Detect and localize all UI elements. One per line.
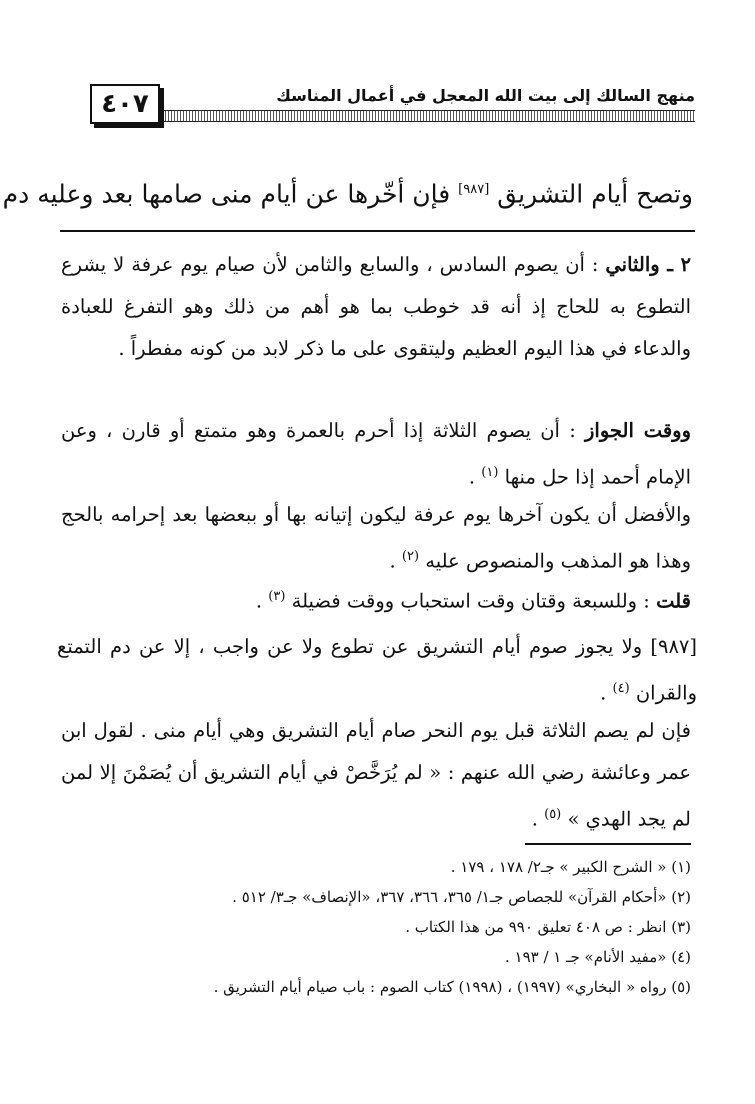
main-text: [2, 170, 693, 214]
footnote: (٢) «أحكام القرآن» للجصاص جـ١/ ٣٦٥، ٣٦٦، ٣٦٧، «الإنصاف» جـ٣/ ٥١٢ .: [232, 888, 691, 906]
paragraph-text: [٩٨٧] ولا يجوز صوم أيام التشريق عن تطوع ولا عن واجب ، إلا عن دم التمتع والقران: [57, 635, 697, 705]
footnote: (٥) رواه « البخاري» (١٩٩٧) ، (١٩٩٨) كتاب الصوم : باب صيام أيام التشريق .: [213, 978, 691, 996]
paragraph-permissible-time: ووقت الجواز : أن يصوم الثلاثة إذا أحرم بالعمرة وهو متمتع أو قارن ، وعن الإمام أحمد إذا حل منها $^{(١)}$ .: [61, 419, 691, 489]
paragraph-text: فإن لم يصم الثلاثة قبل يوم النحر صام أيام التشريق وهي أيام منى . لقول ابن عمر وعائشة رضي الله عنهم : « لم يُرَخَّصْ في أيام التشريق أن يُصَمْنَ إلا لمن لم يجد الهدي »: [61, 719, 691, 831]
paragraph-heading: قلت: [656, 589, 691, 613]
paragraph-heading: ووقت الجواز: [585, 419, 691, 442]
footnote-rule: [525, 843, 691, 845]
paragraph-text: : وللسبعة وقتان وقت استحباب ووقت فضيلة: [291, 589, 657, 613]
footnote-ref: (٢): [401, 549, 420, 564]
page-number: ٤٠٧: [90, 84, 160, 124]
paragraph-tashreeq: فإن لم يصم الثلاثة قبل يوم النحر صام أيام التشريق وهي أيام منى . لقول ابن عمر وعائشة رضي الله عنهم : « لم يُرَخَّصْ في أيام التشريق أن يُصَمْنَ إلا لمن لم يجد الهدي » $^{(٥)}$ .: [61, 719, 691, 831]
running-header: منهج السالك إلى بيت الله المعجل في أعمال المناسك: [276, 86, 695, 105]
header-rule: [162, 110, 695, 122]
paragraph-text: والأفضل أن يكون آخرها يوم عرفة ليكون إتيانه بها أو ببعضها بعد إحرامه بالحج وهذا هو المذهب والمنصوص عليه: [61, 503, 691, 573]
paragraph-preferred: والأفضل أن يكون آخرها يوم عرفة ليكون إتيانه بها أو ببعضها بعد إحرامه بالحج وهذا هو المذهب والمنصوص عليه $^{(٢)}$ .: [61, 503, 691, 573]
footnotes: [61, 852, 691, 1002]
main-text-before: وتصح أيام التشريق: [497, 179, 693, 209]
footnote-ref: (١): [481, 465, 499, 480]
paragraph-text: : أن يصوم الثلاثة إذا أحرم بالعمرة وهو متمتع أو قارن ، وعن الإمام أحمد إذا حل منها: [61, 419, 691, 489]
footnote: (٣) انظر : ص ٤٠٨ تعليق ٩٩٠ من هذا الكتاب .: [405, 918, 691, 936]
footnote-ref: (٤): [612, 681, 630, 696]
footnote-ref: (٥): [544, 807, 562, 822]
paragraph-qultu: قلت : وللسبعة وقتان وقت استحباب ووقت فضيلة $^{(٣)}$ .: [255, 589, 691, 613]
main-text-after: فإن أخّرها عن أيام منى صامها بعد وعليه دم: [2, 179, 451, 209]
paragraph-second: [61, 244, 691, 370]
footnote-ref: (٣): [268, 589, 286, 604]
main-text-ref: [٩٨٧]: [458, 182, 490, 197]
footnote: (٤) «مفيد الأنام» جـ ١ / ١٩٣ .: [504, 948, 691, 966]
main-text-rule: [60, 230, 695, 232]
footnote: (١) « الشرح الكبير » جـ٢/ ١٧٨ ، ١٧٩ .: [450, 858, 691, 876]
paragraph-987: [٩٨٧] ولا يجوز صوم أيام التشريق عن تطوع ولا عن واجب ، إلا عن دم التمتع والقران $^{(٤)}$ .: [57, 635, 697, 705]
paragraph-text: : أن يصوم السادس ، والسابع والثامن لأن صيام يوم عرفة لا يشرع التطوع به للحاج إذ أنه قد خوطب بما هو أهم من ذلك وهو التفرغ للعبادة والدعاء في هذا اليوم العظيم وليتقوى على ما ذكر لابد من كونه مفطراً .: [61, 253, 691, 360]
paragraph-heading: ٢ ـ والثاني: [605, 253, 691, 276]
